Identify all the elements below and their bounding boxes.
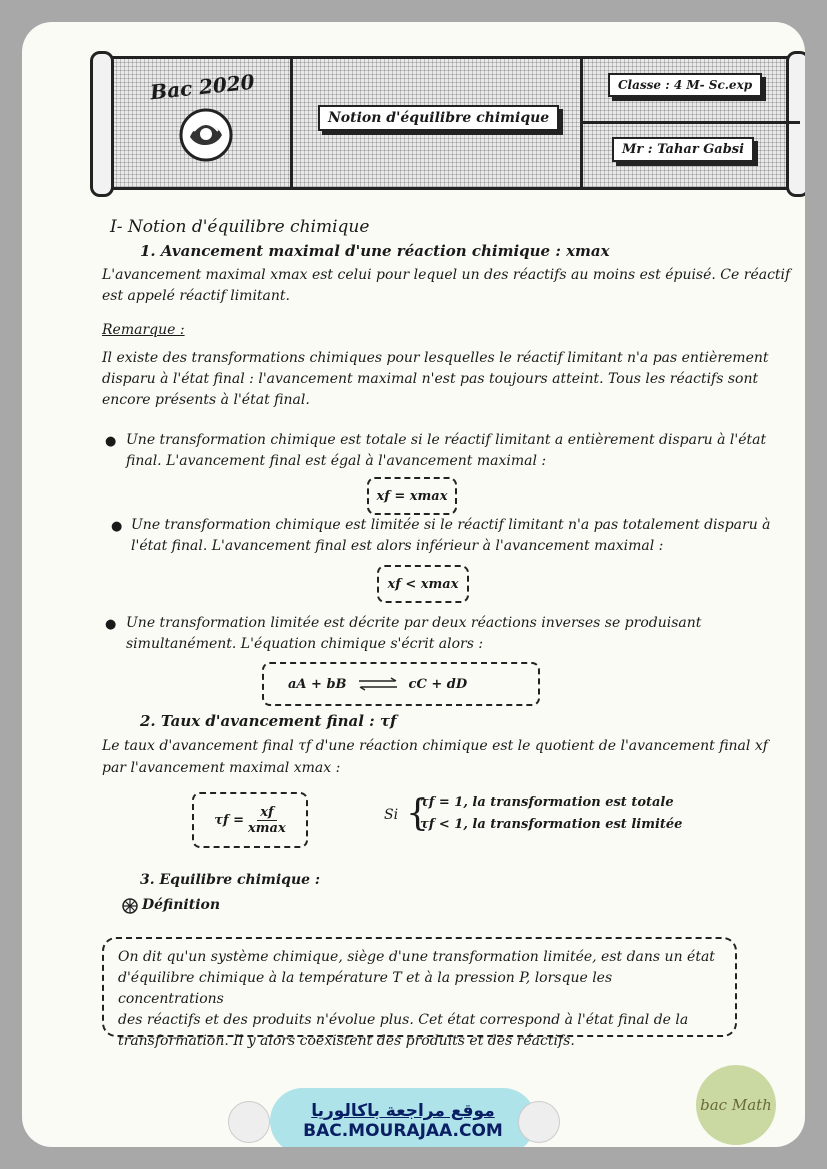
scroll-left-curl	[90, 51, 114, 197]
remark-line: disparu à l'état final : l'avancement maximal n'est pas toujours atteint. Tous les réactifs sont	[102, 371, 759, 387]
bullet-line: Une transformation chimique est limitée si le réactif limitant n'a pas totalement disparu à	[131, 517, 771, 533]
bullet-dot: ●	[105, 434, 117, 449]
emblem-icon	[178, 107, 234, 163]
definition-line: transformation. Il y alors coexistent des produits et des réactifs.	[118, 1033, 575, 1049]
tau-numerator: xf	[257, 805, 276, 821]
equation-box	[262, 662, 540, 706]
paragraph-line: L'avancement maximal xmax est celui pour lequel un des réactifs au moins est épuisé. Ce réactif	[102, 267, 791, 283]
definition-line: On dit qu'un système chimique, siège d'une transformation limitée, est dans un état	[118, 949, 715, 965]
equation-reactants: aA + bB	[288, 676, 347, 692]
section-title: I- Notion d'équilibre chimique	[110, 217, 370, 237]
condition-totale: τf = 1, la transformation est totale	[420, 795, 674, 810]
remark-line: Il existe des transformations chimiques pour lesquelles le réactif limitant n'a pas entièrement	[102, 350, 769, 366]
definition-line: d'équilibre chimique à la température T et à la pression P, lorsque les concentrations	[118, 970, 613, 1007]
brace-icon: {	[406, 793, 429, 834]
bullet-line: l'état final. L'avancement final est alors inférieur à l'avancement maximal :	[131, 538, 664, 554]
bullet-line: Une transformation chimique est totale si le réactif limitant a entièrement disparu à l'état	[126, 432, 767, 448]
definition-line: des réactifs et des produits n'évolue plus. Cet état correspond à l'état final de la	[118, 1012, 689, 1028]
site-logo-icon-right	[518, 1101, 560, 1143]
bullet-line: simultanément. L'équation chimique s'écrit alors :	[126, 636, 484, 652]
site-badge[interactable]	[270, 1088, 536, 1147]
header-banner	[97, 56, 803, 190]
formula-box: xf < xmax	[377, 565, 469, 603]
condition-limitee: τf < 1, la transformation est limitée	[420, 817, 683, 832]
bullet-dot: ●	[105, 617, 117, 632]
si-label: Si	[384, 807, 399, 823]
header-divider-h	[580, 121, 800, 124]
site-url[interactable]: BAC.MOURAJAA.COM	[303, 1121, 503, 1141]
definition-label: Définition	[142, 897, 221, 913]
site-logo-icon-left	[228, 1101, 270, 1143]
header-divider-left	[290, 59, 293, 187]
definition-box	[102, 937, 737, 1049]
document-page	[22, 22, 805, 1147]
bullet-dot: ●	[111, 519, 123, 534]
tau-label: τf =	[214, 812, 245, 828]
scroll-right-curl	[786, 51, 805, 197]
bullet-line: Une transformation limitée est décrite par deux réactions inverses se produisant	[126, 615, 702, 631]
remark-line: encore présents à l'état final.	[102, 392, 310, 408]
equilibrium-arrows-icon	[357, 677, 399, 691]
subsection-2-title: 2. Taux d'avancement final : τf	[140, 712, 397, 730]
bac-math-logo: bac Math	[696, 1065, 776, 1145]
paragraph-line: Le taux d'avancement final τf d'une réaction chimique est le quotient de l'avancement final xf	[102, 738, 768, 754]
paragraph-line: par l'avancement maximal xmax :	[102, 760, 341, 776]
tau-denominator: xmax	[248, 820, 286, 836]
remarque-label: Remarque :	[102, 322, 185, 338]
bac-year: Bac 2020	[149, 69, 256, 105]
formula-box: xf = xmax	[367, 477, 457, 515]
tau-formula-box	[192, 792, 308, 848]
subsection-1-title: 1. Avancement maximal d'une réaction chimique : xmax	[140, 242, 610, 260]
tau-fraction	[248, 805, 286, 836]
paragraph-line: est appelé réactif limitant.	[102, 288, 290, 304]
flower-icon	[122, 898, 138, 914]
doc-title: Notion d'équilibre chimique	[318, 105, 559, 131]
site-arabic-name: موقع مراجعة باكالوريا	[311, 1101, 495, 1121]
teacher-label: Mr : Tahar Gabsi	[612, 137, 754, 162]
subsection-3-title: 3. Equilibre chimique :	[140, 872, 321, 888]
class-label: Classe : 4 M- Sc.exp	[608, 73, 762, 97]
equation-products: cC + dD	[408, 676, 468, 692]
bullet-line: final. L'avancement final est égal à l'avancement maximal :	[126, 453, 547, 469]
